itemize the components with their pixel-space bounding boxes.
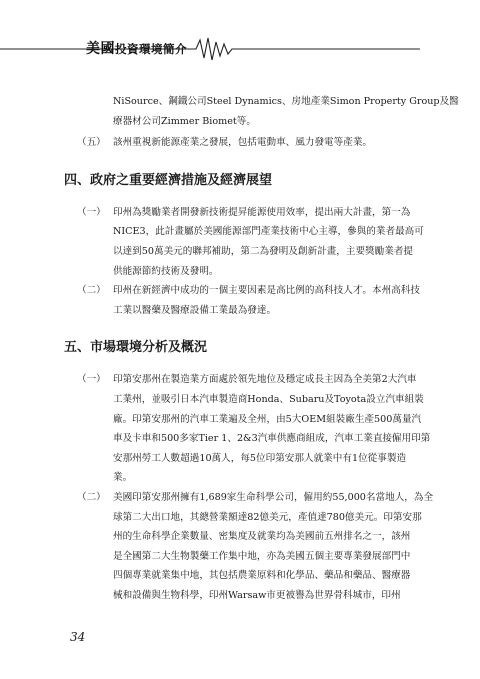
text-line: 美國印第安那州擁有1,689家生命科學公司，僱用約55,000名當地人，為全 <box>113 491 434 503</box>
text-line: 印第安那州在製造業方面處於領先地位及穩定成長主因為全美第2大汽車 <box>113 374 417 386</box>
text-line: 以達到50萬美元的聯邦補助，第二為發明及創新計畫，主要獎勵業者提 <box>113 245 414 257</box>
text-line: NICE3，此計畫屬於美國能源部門產業技術中心主導，參與的業者最高可 <box>113 226 424 238</box>
list-item <box>60 281 432 320</box>
text-line: 該州重視新能源產業之發展，包括電動車、風力發電等產業。 <box>113 137 373 149</box>
list-item <box>60 203 432 281</box>
header-wave-line <box>0 34 480 64</box>
list-item <box>60 488 432 606</box>
text-line: 廠。印第安那州的汽車工業遍及全州，由5大OEM組裝廠生產500萬量汽 <box>113 413 422 425</box>
text-line: 是全國第二大生物製藥工作集中地，亦為美國五個主要專業發展部門中 <box>113 550 411 562</box>
item-number: （二） <box>77 285 106 297</box>
item-number: （一） <box>77 374 106 386</box>
text-line: 印州在新經濟中成功的一個主要因素是高比例的高科技人才。本州高科技 <box>113 285 420 297</box>
text-line: 療器材公司Zimmer Biomet等。 <box>113 115 256 127</box>
text-line: 球第二大出口地，其總營業額達82億美元，產值達780億美元。印第安那 <box>113 511 422 523</box>
text-line: 州的生命科學企業數量、密集度及就業均為美國前五州排名之一，該州 <box>113 531 411 543</box>
header-title: 美國投資環境簡介 <box>86 41 187 57</box>
item-number: （二） <box>77 491 106 503</box>
list-item <box>60 370 432 488</box>
text-line: 械和設備與生物科學，印州Warsaw市更被譽為世界骨科城市，印州 <box>113 589 401 601</box>
page-header <box>0 0 480 70</box>
text-line: 車及卡車和500多家Tier 1、2&3汽車供應商組成，汽車工業直接僱用印第 <box>113 433 431 445</box>
text-line: 印州為獎勵業者開發新技術提昇能源使用效率，提出兩大計畫，第一為 <box>113 206 411 218</box>
text-line: 安那州勞工人數超過10萬人，每5位印第安那人就業中有1位從事製造 <box>113 452 407 464</box>
section-heading: 五、市場環境分析及概況 <box>64 340 208 356</box>
page-number: 34 <box>70 630 86 644</box>
item-number: （五） <box>77 137 106 149</box>
text-line: NiSource、鋼鐵公司Steel Dynamics、房地產業Simon Property Group及醫 <box>113 96 459 107</box>
page-body <box>60 92 459 605</box>
text-line: 業。 <box>113 472 133 484</box>
section-heading: 四、政府之重要經濟措施及經濟展望 <box>64 172 273 188</box>
item-number: （一） <box>77 206 106 218</box>
text-line: 工業以醫藥及醫療設備工業最為發達。 <box>113 304 277 316</box>
continuation-paragraph <box>60 92 459 131</box>
text-line: 工業州，並吸引日本汽車製造商Honda、Subaru及Toyota設立汽車組裝 <box>113 393 424 405</box>
text-line: 供能源節約技術及發明。 <box>113 265 219 277</box>
text-line: 四個專業就業集中地，其包括農業原料和化學品、藥品和藥品、醫療器 <box>113 570 411 582</box>
list-item <box>60 133 432 153</box>
